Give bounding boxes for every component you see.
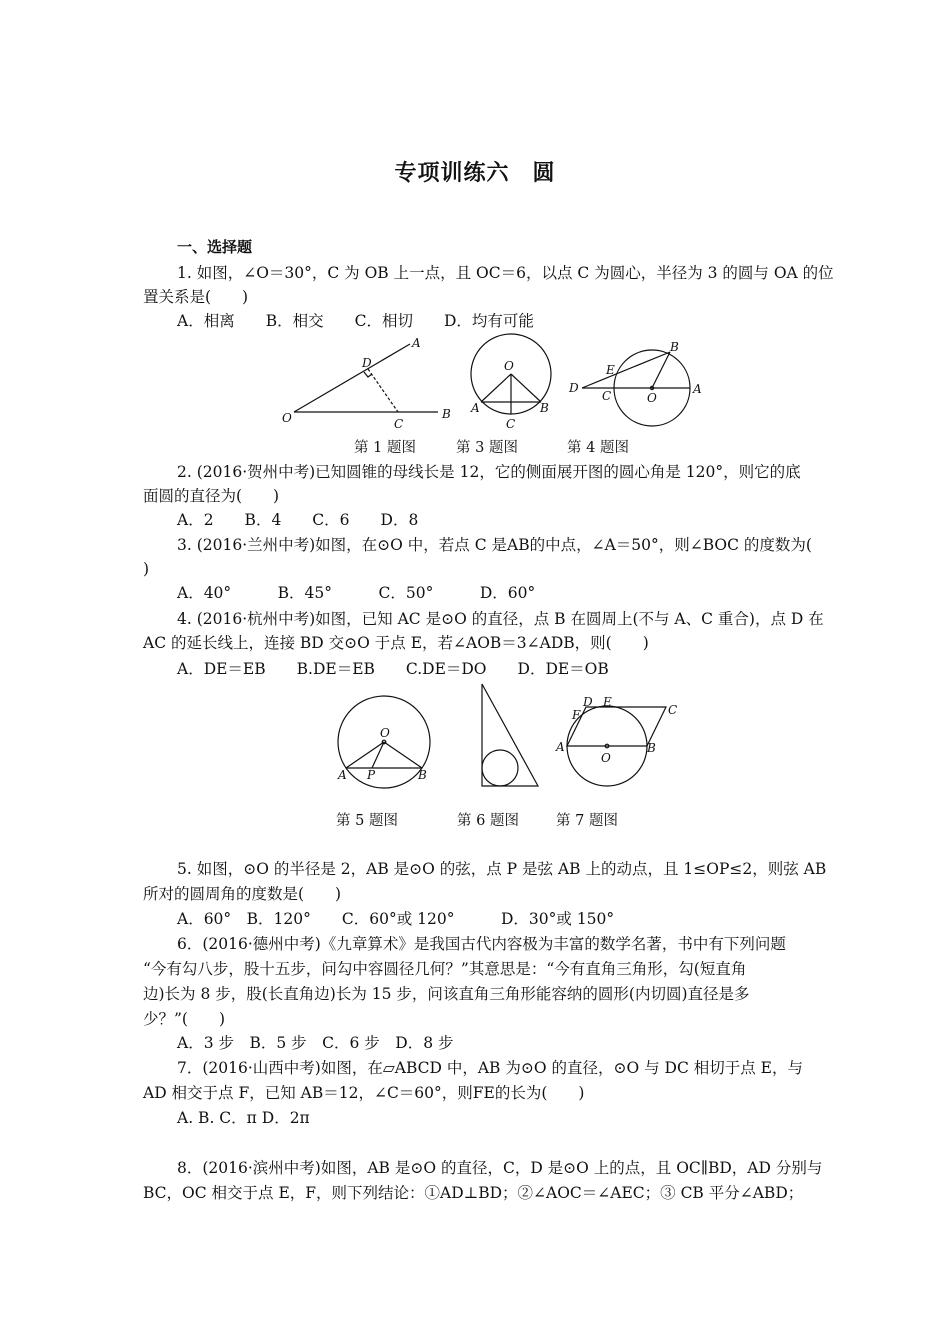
fig4-label-a: A: [693, 382, 702, 396]
q4-line-1: 4. (2016·杭州中考)如图，已知 AC 是⊙O 的直径，点 B 在圆周上(不与 A、C 重合)，点 D 在: [177, 610, 824, 628]
fig7-label-b: B: [647, 741, 656, 755]
q3-line-1: 3. (2016·兰州中考)如图，在⊙O 中，若点 C 是AB的中点，∠A＝50°，则∠BOC 的度数为(: [177, 536, 812, 554]
figure-4: [566, 338, 716, 434]
figure-7: [554, 690, 694, 794]
caption-fig-1: 第 1 题图: [354, 440, 416, 456]
fig3-label-a: A: [471, 401, 480, 415]
q2-line-2: 面圆的直径为( ): [143, 487, 280, 505]
fig1-label-b: B: [442, 407, 451, 421]
caption-fig-7: 第 7 题图: [556, 813, 618, 829]
figure-6: [474, 680, 544, 790]
figure-5: [334, 690, 434, 794]
fig1-label-c: C: [394, 417, 404, 431]
q2-line-1: 2. (2016·贺州中考)已知圆锥的母线长是 12，它的侧面展开图的圆心角是 120°，则它的底: [177, 463, 801, 481]
q1-line-1: 1. 如图，∠O＝30°，C 为 OB 上一点，且 OC＝6，以点 C 为圆心，半径为 3 的圆与 OA 的位: [177, 264, 834, 282]
fig1-label-d: D: [362, 356, 372, 370]
q3-line-2: ): [143, 560, 150, 578]
fig7-label-d: D: [583, 695, 593, 709]
q6-line-1: 6．(2016·德州中考)《九章算术》是我国古代内容极为丰富的数学名著，书中有下列问题: [177, 935, 786, 953]
caption-fig-5: 第 5 题图: [336, 813, 398, 829]
section-heading: 一、选择题: [177, 238, 253, 256]
fig5-label-b: B: [418, 768, 427, 782]
fig7-label-c: C: [668, 703, 678, 717]
q1-line-2: 置关系是( ): [143, 288, 249, 306]
q6-line-3: 边)长为 8 步，股(长直角边)长为 15 步，问该直角三角形能容纳的圆形(内切圆)直径是多: [143, 985, 750, 1003]
q5-line-1: 5. 如图，⊙O 的半径是 2，AB 是⊙O 的弦，点 P 是弦 AB 上的动点，且 1≤OP≤2，则弦 AB: [177, 860, 827, 878]
figure-3: [468, 330, 558, 434]
fig3-label-c: C: [506, 417, 516, 431]
figure-1: [280, 334, 460, 434]
fig4-label-d: D: [569, 381, 579, 395]
fig1-label-o: O: [282, 411, 292, 425]
fig4-label-e: E: [606, 363, 615, 377]
q6-line-4: 少？”( ): [143, 1010, 226, 1028]
q1-options: A．相离 B．相交 C．相切 D．均有可能: [177, 312, 534, 330]
fig4-label-b: B: [670, 340, 679, 354]
q6-line-2: “今有勾八步，股十五步，问勾中容圆径几何？”其意思是：“今有直角三角形，勾(短直角: [143, 960, 747, 978]
q7-options: A. B. C．π D．2π: [177, 1109, 310, 1127]
fig1-label-a: A: [412, 336, 421, 350]
fig7-label-f: F: [572, 708, 581, 722]
fig3-label-b: B: [540, 401, 549, 415]
fig5-label-p: P: [367, 768, 376, 782]
q3-options: A．40° B．45° C．50° D．60°: [177, 584, 536, 602]
q6-options: A．3 步 B．5 步 C．6 步 D．8 步: [177, 1034, 454, 1052]
fig7-label-o: O: [601, 751, 611, 765]
q5-line-2: 所对的圆周角的度数是( ): [143, 885, 342, 903]
q5-options: A．60° B．120° C．60°或 120° D．30°或 150°: [177, 910, 615, 928]
q4-options: A．DE＝EB B.DE＝EB C.DE＝DO D．DE＝OB: [177, 660, 609, 678]
fig5-label-a: A: [338, 768, 347, 782]
q4-line-2: AC 的延长线上，连接 BD 交⊙O 于点 E，若∠AOB＝3∠ADB，则( ): [143, 634, 649, 652]
fig7-label-e: E: [603, 695, 612, 709]
fig7-label-a: A: [556, 740, 565, 754]
caption-fig-3: 第 3 题图: [456, 440, 518, 456]
q7-line-1: 7．(2016·山西中考)如图，在▱ABCD 中，AB 为⊙O 的直径，⊙O 与 DC 相切于点 E，与: [177, 1059, 803, 1077]
fig4-label-c: C: [602, 389, 612, 403]
q7-line-2: AD 相交于点 F，已知 AB＝12，∠C＝60°，则FE的长为( ): [143, 1084, 585, 1102]
fig3-label-o: O: [504, 359, 514, 373]
caption-fig-6: 第 6 题图: [457, 813, 519, 829]
q2-options: A．2 B．4 C．6 D．8: [177, 511, 419, 529]
fig4-label-o: O: [647, 391, 657, 405]
q8-line-2: BC，OC 相交于点 E，F，则下列结论：①AD⊥BD；②∠AOC＝∠AEC；③ CB 平分∠ABD；: [143, 1184, 804, 1202]
page-title: 专项训练六 圆: [394, 160, 556, 186]
caption-fig-4: 第 4 题图: [567, 440, 629, 456]
q8-line-1: 8．(2016·滨州中考)如图，AB 是⊙O 的直径，C，D 是⊙O 上的点，且 OC∥BD，AD 分别与: [177, 1159, 823, 1177]
fig5-label-o: O: [380, 726, 390, 740]
